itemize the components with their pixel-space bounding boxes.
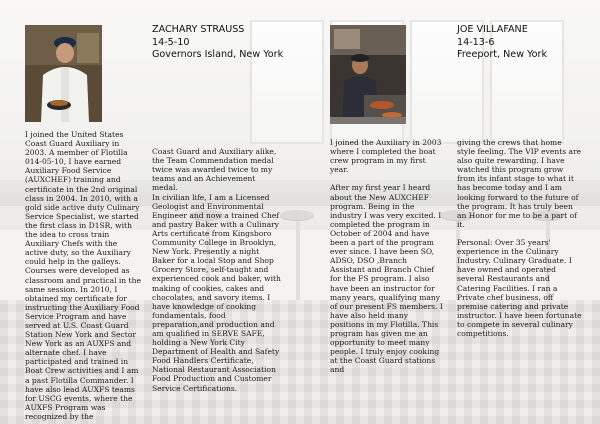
bio-paragraph: giving the crews that home style feeling. The VIP events are also quite rewarding. I have watched this program grow from its infant stage to what it has become today and I am looking forward to the future of the program. It has truly been an Honor for me to be a part of it. [457, 138, 582, 229]
profile-header-zachary [152, 24, 283, 62]
profile-member-number: 14-13-6 [457, 36, 495, 48]
bio-paragraph: I joined the United States Coast Guard Auxiliary in 2003. A member of Flotilla 014-05-10, I have earned Auxiliary Food Service (AUXCHEF) training and certificate in the 2nd original class in 2004. In 2010, with a gold side active duty Culinary Service Specialist, we started the first class in D1SR, with the idea to cross train Auxiliary Chefs with the active duty, so the Auxiliary could help in the galleys. Courses were developed as classroom and practical in the same session. In 2010, I obtained my certificate for instructing the Auxiliary Food Service Program and have served at U.S. Coast Guard Station New York and Sector New York as an AUXFS and alternate chef. I have participated and trained in Boat Crew activities and I am a past Flotilla Commander. I have also lead AUXFS teams for USCG events, where the AUXFS Program was recognized by the [25, 130, 141, 421]
chef-photo-zachary [25, 25, 102, 122]
bio-column-joe-2 [457, 138, 582, 338]
bio-column-zachary-2 [152, 138, 282, 402]
bio-column-zachary-1 [25, 130, 141, 421]
bio-paragraph: I joined the Auxiliary in 2003 where I completed the boat crew program in my first year. [330, 138, 442, 175]
profile-location: Freeport, New York [457, 49, 548, 61]
profile-header-joe [457, 24, 547, 62]
bio-paragraph: After my first year I heard about the New AUXCHEF program. Being in the industry I was very excited. I completed the program in October of 2004 and have been a part of the program ever since. I have been SO, ADSO, DSO ,Branch Assistant and Branch Chief for the FS program. I also have been an instructor for many years, qualifying many of our present FS members. I have also held many positions in my Flotilla. This program has given me an opportunity to meet many people. I truly enjoy cooking at the Coast Guard stations and [330, 183, 443, 375]
bio-paragraph: Personal: Over 35 years' experience in the Culinary Industry. Culinary Graduate. I have owned and operated several Restaurants and Catering Facilities. I ran a Private chef business, off premise catering and private instructor. I have been fortunate to compete in several culinary competitions. [457, 238, 582, 338]
bio-paragraph: Coast Guard and Auxiliary alike, the Team Commendation medal twice was awarded twice to my teams and an Achievement medal. In civilian life, I am a Licensed Geologist and Environmental Engineer and now a trained Chef and pastry Baker with a Culinary Arts certificate from Kingsboro Community College in Brooklyn, New York. Presently a night Baker for a local Stop and Shop Grocery Store, self-taught and experienced cook and baker, with making of cookies, cakes and chocolates, and savory items. I have knowledge of cooking fundamentals, food preparation,and production and am qualified in SERVE SAFE, holding a New York City Department of Health and Safety Food Handlers Certificate, National Restaurant Association Food Production and Customer Service Certifications. [152, 147, 281, 393]
profile-name: JOE VILLAFANE [457, 24, 528, 35]
profile-location: Governors Island, New York [152, 49, 284, 61]
profile-name: ZACHARY STRAUSS [152, 24, 245, 35]
chef-photo-joe [330, 25, 406, 124]
profile-member-number: 14-5-10 [152, 36, 190, 48]
bio-column-joe-1 [330, 138, 444, 374]
